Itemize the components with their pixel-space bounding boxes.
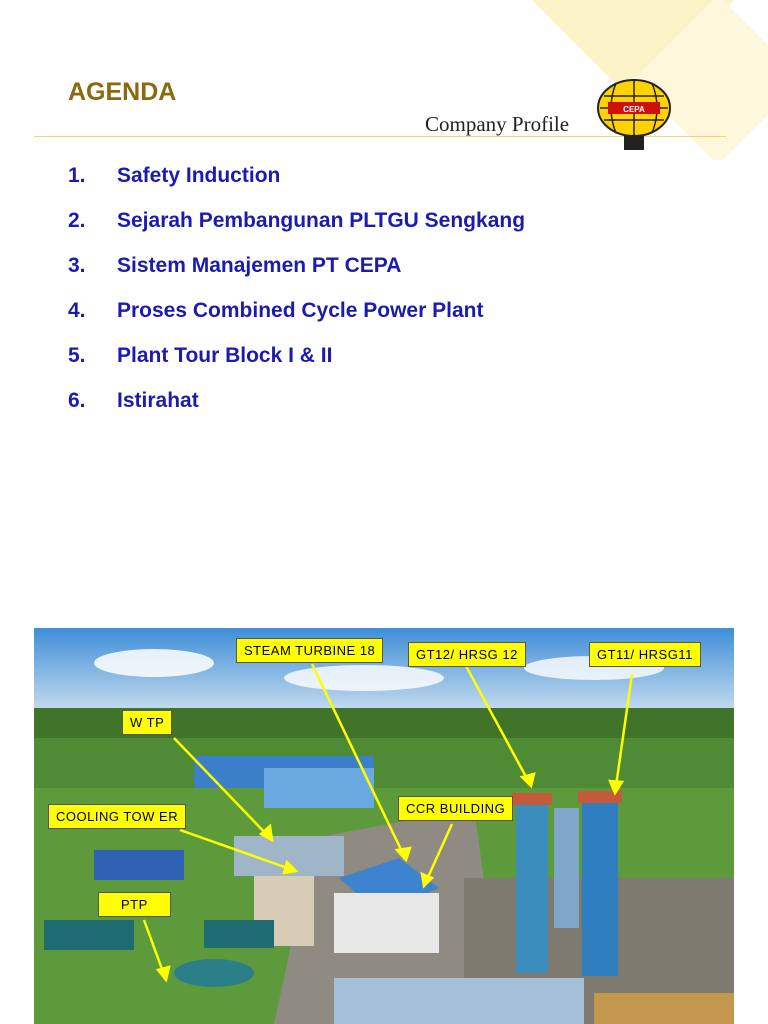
agenda-item-number: 1. (68, 164, 86, 187)
agenda-item-number: 6. (68, 389, 86, 412)
agenda-item (68, 164, 525, 209)
agenda-list (68, 164, 525, 434)
agenda-item (68, 299, 525, 344)
label-gt11-hrsg11: GT11/ HRSG11 (589, 642, 701, 667)
logo-text: CEPA (623, 105, 645, 114)
agenda-item (68, 209, 525, 254)
agenda-item-text: Istirahat (117, 389, 199, 412)
company-profile-label: Company Profile (425, 112, 570, 136)
label-cooling-tower: COOLING TOW ER (48, 804, 186, 829)
agenda-item-text: Sejarah Pembangunan PLTGU Sengkang (117, 209, 526, 232)
agenda-item (68, 344, 525, 389)
label-ccr-building: CCR BUILDING (398, 796, 513, 821)
agenda-item-number: 2. (68, 209, 86, 232)
agenda-item-number: 5. (68, 344, 86, 367)
label-gt12-hrsg12: GT12/ HRSG 12 (408, 642, 526, 667)
plant-aerial-photo (34, 628, 734, 1024)
cepa-logo (594, 78, 674, 154)
agenda-item-text: Safety Induction (117, 164, 281, 187)
agenda-item (68, 254, 525, 299)
agenda-item-number: 4. (68, 299, 86, 322)
agenda-item-text: Sistem Manajemen PT CEPA (117, 254, 402, 277)
label-wtp: W TP (122, 710, 172, 735)
agenda-item-number: 3. (68, 254, 86, 277)
agenda-item-text: Proses Combined Cycle Power Plant (117, 299, 484, 322)
agenda-item (68, 389, 525, 434)
agenda-item-text: Plant Tour Block I & II (117, 344, 333, 367)
label-ptp: PTP (98, 892, 171, 917)
page-title: AGENDA (68, 78, 177, 106)
label-steam-turbine: STEAM TURBINE 18 (236, 638, 383, 663)
